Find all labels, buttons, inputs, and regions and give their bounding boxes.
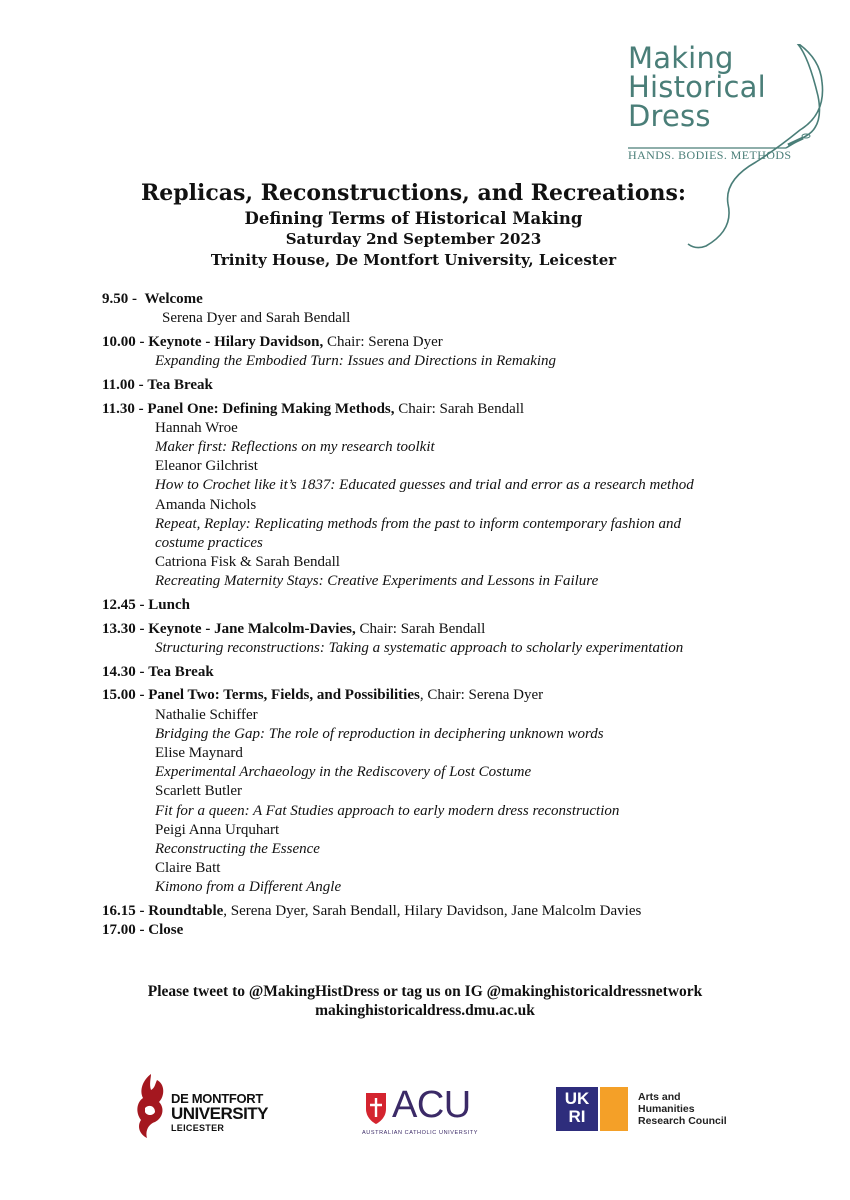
talk-title: Fit for a queen: A Fat Studies approach to early modern dress reconstruction: [155, 802, 620, 819]
programme-list: 9.50 - Welcome Serena Dyer and Sarah Bendall 10.00 - Keynote - Hilary Davidson, Chair: Serena Dyer Expanding the Embodied Turn: Issues and Directions in Remaking 11.00 - Tea Break 11.30 - Panel One: Defining Making Methods, Chair: Sarah Bendall Hannah Wroe Maker first: Reflections on my research toolkit Eleanor Gilchrist How to Crochet like it’s 1837: Educated guesses and trial and error as a research method Amanda Nichols Repeat, Replay: Replicating methods from the past to inform contemporary fashion and costume practices Catriona Fisk & Sarah Bendall Recreating Maternity Stays: Creative Experiments and Lessons in Failure 12.45 - Lunch 13.30 - Keynote - Jane Malcolm-Davies, Chair: Sarah Bendall Structuring reconstructions: Taking a systematic approach to scholarly experimentation 14.30 - Tea Break 15.00 - Panel Two: Terms, Fields, and Possibilities, Chair: Serena Dyer Nathalie Schiffer Bridging the Gap: The role of reproduction in deciphering unknown words Elise Maynard Experimental Archaeology in the Rediscovery of Lost Costume Scarlett Butler Fit for a queen: A Fat Studies approach to early modern dress reconstruction Peigi Anna Urquhart Reconstructing the Essence Claire Batt Kimono from a Different Angle 16.15 - Roundtable, Serena Dyer, Sarah Bendall, Hilary Davidson, Jane Malcolm Davies 17.00 - Close: [102, 290, 822, 941]
event-title: Replicas, Reconstructions, and Recreations:: [140, 180, 686, 206]
logo-tagline: HANDS. BODIES. METHODS: [628, 148, 792, 162]
talk-title: Reconstructing the Essence: [155, 840, 320, 857]
speaker-name: Eleanor Gilchrist: [155, 458, 258, 475]
programme-item-panel-2: 15.00 - Panel Two: Terms, Fields, and Possibilities, Chair: Serena Dyer: [102, 687, 544, 704]
event-subtitle: Defining Terms of Historical Making: [244, 209, 583, 228]
ukri-ahrc-logo: UK RI Arts and Humanities Research Council: [556, 1087, 746, 1135]
event-venue: Trinity House, De Montfort University, Leicester: [210, 251, 617, 269]
talk-title: Kimono from a Different Angle: [155, 879, 342, 896]
programme-item-lunch: 12.45 - Lunch: [102, 597, 190, 614]
speaker-name: Catriona Fisk & Sarah Bendall: [155, 554, 340, 571]
programme-item-roundtable: 16.15 - Roundtable, Serena Dyer, Sarah Bendall, Hilary Davidson, Jane Malcolm Davies: [102, 903, 642, 920]
talk-title-continued: costume practices: [155, 534, 263, 551]
talk-title: Repeat, Replay: Replicating methods from the past to inform contemporary fashion and: [155, 515, 682, 532]
speaker-name: Nathalie Schiffer: [155, 706, 258, 723]
programme-item-keynote-1: 10.00 - Keynote - Hilary Davidson, Chair: Serena Dyer: [102, 333, 443, 350]
speaker-name: Amanda Nichols: [155, 496, 257, 513]
talk-title: Bridging the Gap: The role of reproduction in deciphering unknown words: [155, 725, 604, 742]
speaker-name: Scarlett Butler: [155, 783, 243, 800]
acu-shield-icon: [364, 1091, 388, 1125]
talk-title: Recreating Maternity Stays: Creative Experiments and Lessons in Failure: [155, 573, 599, 590]
programme-item-panel-1: 11.30 - Panel One: Defining Making Methods, Chair: Sarah Bendall: [102, 400, 525, 417]
talk-title: Experimental Archaeology in the Rediscovery of Lost Costume: [155, 764, 532, 781]
ukri-mark: UK RI: [556, 1087, 598, 1131]
programme-item-keynote-2: 13.30 - Keynote - Jane Malcolm-Davies, Chair: Sarah Bendall: [102, 620, 486, 637]
footer: [0, 982, 850, 1020]
talk-title: Maker first: Reflections on my research toolkit: [155, 438, 435, 455]
event-date: Saturday 2nd September 2023: [285, 230, 542, 248]
speaker-name: Peigi Anna Urquhart: [155, 821, 280, 838]
speaker-name: Hannah Wroe: [155, 419, 238, 436]
ahrc-color-bar: [600, 1087, 628, 1131]
acu-logo: ACU AUSTRALIAN CATHOLIC UNIVERSITY: [362, 1084, 478, 1136]
dmu-logo: DE MONTFORT UNIVERSITY LEICESTER: [133, 1072, 303, 1142]
social-media-note: Please tweet to @MakingHistDress or tag us on IG @makinghistoricaldressnetwork: [147, 983, 703, 1000]
programme-item-close: 17.00 - Close: [102, 922, 184, 939]
event-header: [0, 178, 850, 271]
speaker-name: Claire Batt: [155, 860, 221, 877]
programme-item-tea-break-1: 11.00 - Tea Break: [102, 376, 213, 393]
talk-title: How to Crochet like it’s 1837: Educated guesses and trial and error as a research method: [155, 477, 694, 494]
programme-item-welcome: 9.50 - Welcome: [102, 291, 203, 307]
website-link[interactable]: makinghistoricaldress.dmu.ac.uk: [315, 1002, 535, 1019]
dmu-crest-icon: [133, 1072, 169, 1140]
programme-item-tea-break-2: 14.30 - Tea Break: [102, 663, 214, 680]
speaker-name: Elise Maynard: [155, 744, 243, 761]
logo-title: Making Historical Dress: [628, 41, 766, 133]
